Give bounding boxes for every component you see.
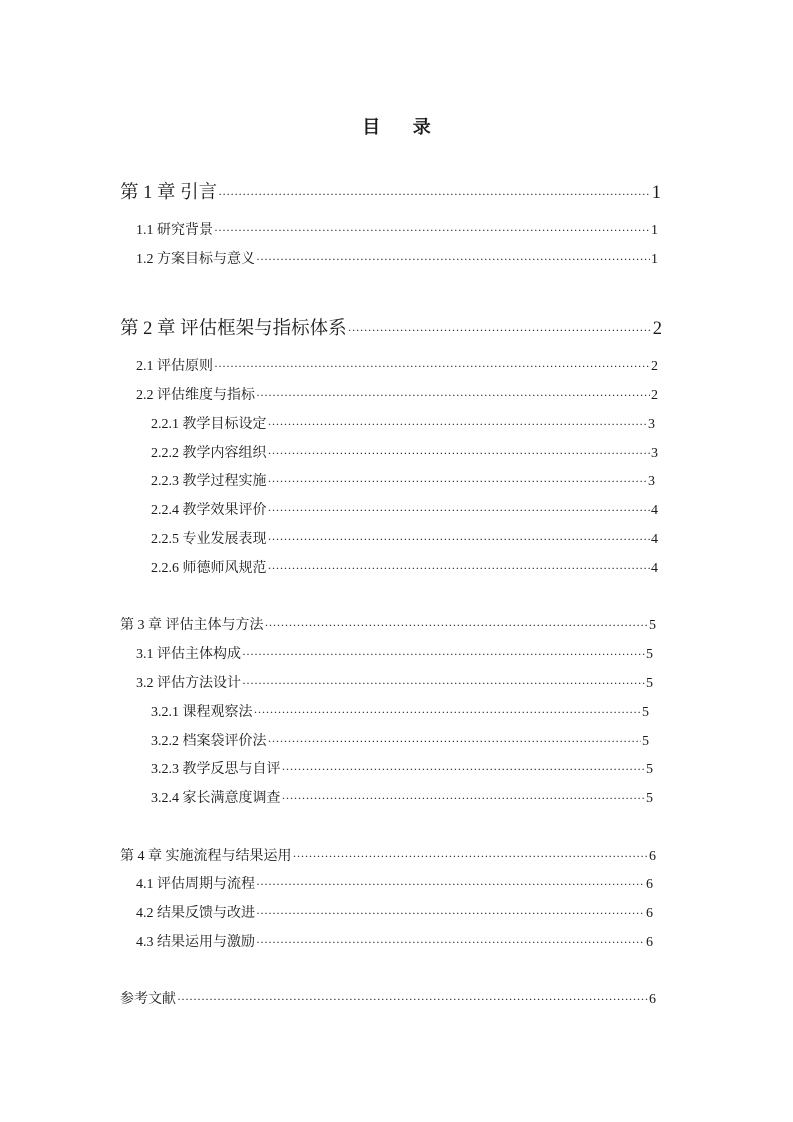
dot-leader xyxy=(265,618,649,633)
toc-entry-2-2-6[interactable] xyxy=(151,557,658,577)
dot-leader xyxy=(268,561,651,576)
toc-entry-label: 4.2 结果反馈与改进 xyxy=(136,906,255,921)
toc-entry-2-2-4[interactable] xyxy=(151,499,658,519)
toc-entry-page: 4 xyxy=(651,532,658,547)
toc-entry-label: 2.2.5 专业发展表现 xyxy=(151,532,267,547)
toc-entry-3-2[interactable] xyxy=(136,672,653,692)
dot-leader xyxy=(214,359,650,374)
toc-entry-label: 第 1 章 引言 xyxy=(120,183,218,203)
toc-entry-label: 3.2 评估方法设计 xyxy=(136,676,241,691)
dot-leader xyxy=(268,734,642,749)
dot-leader xyxy=(268,532,651,547)
toc-entry-page: 6 xyxy=(646,935,653,950)
toc-entry-label: 2.2 评估维度与指标 xyxy=(136,388,255,403)
toc-entry-label: 3.1 评估主体构成 xyxy=(136,647,241,662)
toc-entry-chapter-3[interactable] xyxy=(120,614,656,634)
toc-entry-3-2-4[interactable] xyxy=(151,787,653,807)
toc-entry-page: 5 xyxy=(646,647,653,662)
toc-entry-label: 第 3 章 评估主体与方法 xyxy=(120,618,264,633)
toc-entry-3-2-3[interactable] xyxy=(151,758,653,778)
toc-entry-label: 3.2.4 家长满意度调查 xyxy=(151,791,281,806)
toc-entry-page: 6 xyxy=(649,992,656,1007)
toc-entry-2-1[interactable] xyxy=(136,355,658,375)
toc-entry-page: 1 xyxy=(651,183,661,203)
dot-leader xyxy=(268,503,651,518)
toc-entry-label: 参考文献 xyxy=(120,992,176,1007)
toc-entry-page: 5 xyxy=(646,676,653,691)
dot-leader xyxy=(348,323,652,338)
toc-entry-2-2-2[interactable] xyxy=(151,442,658,462)
toc-entry-page: 5 xyxy=(642,734,649,749)
toc-entry-label: 4.1 评估周期与流程 xyxy=(136,877,255,892)
toc-entry-page: 2 xyxy=(651,388,658,403)
toc-entry-3-2-2[interactable] xyxy=(151,730,649,750)
toc-entry-2-2-3[interactable] xyxy=(151,470,655,490)
dot-leader xyxy=(282,762,646,777)
toc-entry-chapter-4[interactable] xyxy=(120,845,656,865)
toc-entry-1-1[interactable] xyxy=(136,219,658,239)
toc-entry-page: 2 xyxy=(651,359,658,374)
dot-leader xyxy=(293,849,649,864)
toc-entry-2-2-1[interactable] xyxy=(151,413,655,433)
toc-entry-label: 1.2 方案目标与意义 xyxy=(136,252,255,267)
dot-leader xyxy=(268,417,648,432)
toc-entry-page: 3 xyxy=(648,474,655,489)
toc-entry-3-1[interactable] xyxy=(136,643,653,663)
toc-entry-4-3[interactable] xyxy=(136,931,653,951)
toc-entry-1-2[interactable] xyxy=(136,248,658,268)
toc-entry-page: 3 xyxy=(651,446,658,461)
toc-entry-2-2-5[interactable] xyxy=(151,528,658,548)
toc-entry-label: 第 4 章 实施流程与结果运用 xyxy=(120,849,292,864)
toc-title: 目 录 xyxy=(362,117,445,137)
dot-leader xyxy=(242,647,645,662)
toc-entry-page: 5 xyxy=(649,618,656,633)
toc-entry-2-2[interactable] xyxy=(136,384,658,404)
toc-entry-4-1[interactable] xyxy=(136,873,653,893)
toc-entry-references[interactable] xyxy=(120,988,656,1008)
toc-entry-label: 2.2.6 师德师风规范 xyxy=(151,561,267,576)
dot-leader xyxy=(256,252,650,267)
toc-entry-page: 6 xyxy=(646,877,653,892)
toc-entry-chapter-2[interactable] xyxy=(120,314,662,338)
toc-entry-page: 5 xyxy=(646,762,653,777)
toc-entry-label: 2.2.1 教学目标设定 xyxy=(151,417,267,432)
toc-entry-label: 3.2.3 教学反思与自评 xyxy=(151,762,281,777)
dot-leader xyxy=(256,877,645,892)
toc-entry-page: 2 xyxy=(652,319,662,339)
toc-entry-label: 2.2.4 教学效果评价 xyxy=(151,503,267,518)
toc-entry-page: 6 xyxy=(646,906,653,921)
toc-entry-label: 4.3 结果运用与激励 xyxy=(136,935,255,950)
toc-entry-4-2[interactable] xyxy=(136,902,653,922)
toc-entry-page: 6 xyxy=(649,849,656,864)
toc-entry-label: 第 2 章 评估框架与指标体系 xyxy=(120,319,347,339)
dot-leader xyxy=(177,992,648,1007)
toc-entry-page: 1 xyxy=(651,223,658,238)
toc-entry-label: 3.2.2 档案袋评价法 xyxy=(151,734,267,749)
toc-entry-page: 1 xyxy=(651,252,658,267)
dot-leader xyxy=(242,676,645,691)
toc-entry-page: 5 xyxy=(642,705,649,720)
toc-entry-label: 2.1 评估原则 xyxy=(136,359,213,374)
dot-leader xyxy=(214,223,650,238)
toc-entry-page: 3 xyxy=(648,417,655,432)
dot-leader xyxy=(268,474,648,489)
toc-entry-page: 4 xyxy=(651,503,658,518)
dot-leader xyxy=(282,791,646,806)
toc-entry-label: 1.1 研究背景 xyxy=(136,223,213,238)
dot-leader xyxy=(218,187,651,202)
toc-entry-page: 4 xyxy=(651,561,658,576)
toc-entry-label: 2.2.2 教学内容组织 xyxy=(151,446,267,461)
dot-leader xyxy=(256,906,645,921)
toc-entry-chapter-1[interactable] xyxy=(120,178,661,202)
toc-entry-page: 5 xyxy=(646,791,653,806)
dot-leader xyxy=(256,388,650,403)
toc-entry-label: 3.2.1 课程观察法 xyxy=(151,705,253,720)
toc-entry-3-2-1[interactable] xyxy=(151,701,649,721)
dot-leader xyxy=(268,446,651,461)
dot-leader xyxy=(256,935,645,950)
dot-leader xyxy=(254,705,642,720)
toc-entry-label: 2.2.3 教学过程实施 xyxy=(151,474,267,489)
